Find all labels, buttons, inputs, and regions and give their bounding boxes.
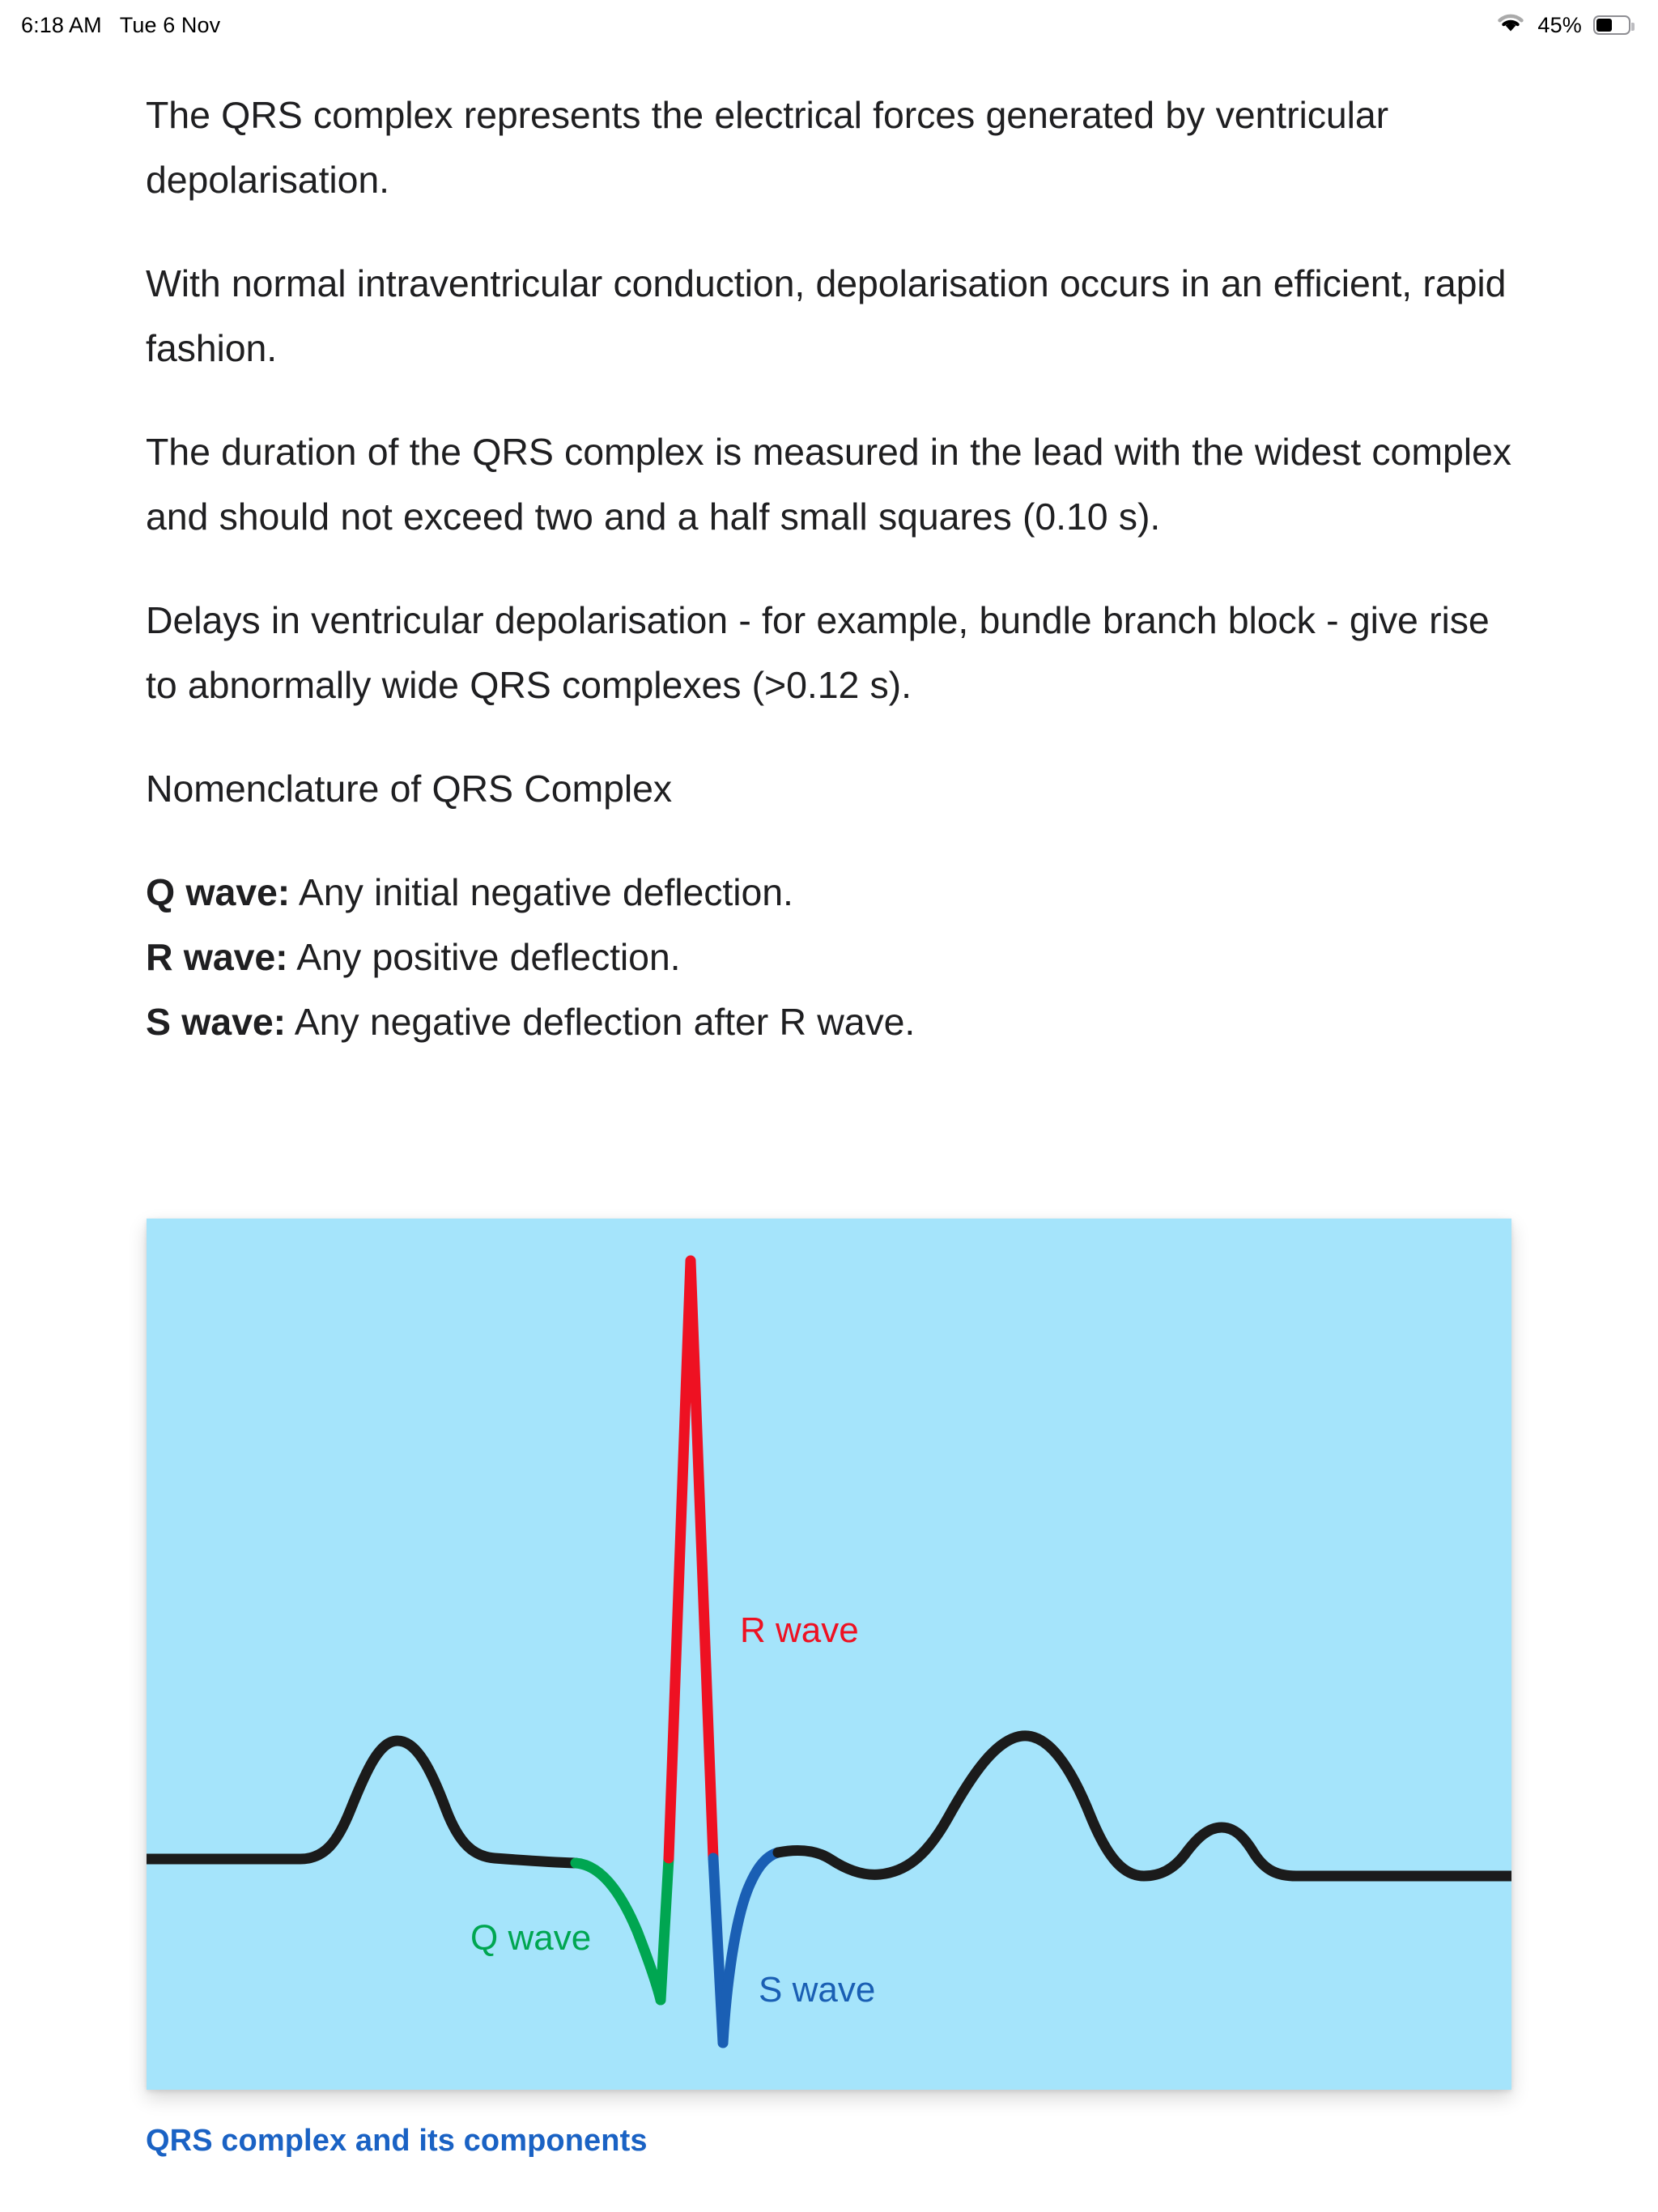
paragraph-4: Delays in ventricular depolarisation - for example, bundle branch block - give rise to abnormally wide QRS complexes (>0.12 s).	[146, 599, 1490, 706]
status-bar-right	[1495, 11, 1630, 40]
ecg-trace-q-upstroke	[661, 1858, 669, 2000]
definition-text-s: Any negative deflection after R wave.	[285, 1001, 916, 1043]
definition-text-q: Any initial negative deflection.	[290, 871, 793, 913]
ecg-label-r-wave: R wave	[740, 1610, 859, 1650]
status-bar-left	[21, 13, 220, 38]
ecg-label-q-wave: Q wave	[470, 1918, 592, 1958]
section-heading: Nomenclature of QRS Complex	[146, 768, 673, 810]
paragraph-2: With normal intraventricular conduction, depolarisation occurs in an efficient, rapid fashion.	[146, 262, 1507, 369]
wifi-icon	[1495, 11, 1526, 40]
status-time: 6:18 AM	[21, 12, 102, 37]
definition-s-wave	[146, 989, 1512, 1054]
qrs-definitions-list	[0, 860, 1658, 1054]
paragraph-3: The duration of the QRS complex is measured in the lead with the widest complex and should not exceed two and a half small squares (0.10 s).	[146, 431, 1511, 538]
ecg-trace-baseline-p	[147, 1741, 576, 1863]
definition-r-wave	[146, 925, 1512, 989]
definition-term-q: Q wave:	[146, 871, 291, 913]
battery-percentage: 45%	[1537, 12, 1582, 37]
status-date: Tue 6 Nov	[119, 12, 221, 37]
ecg-diagram	[147, 1219, 1511, 2090]
definition-term-s: S wave:	[146, 1001, 286, 1043]
figure-caption: QRS complex and its components	[146, 2124, 648, 2158]
ecg-trace-r-wave	[669, 1261, 713, 1858]
ecg-label-s-wave: S wave	[759, 1970, 876, 2010]
status-bar	[0, 0, 1658, 50]
ecg-trace-s-upstroke	[723, 1853, 778, 2043]
definition-q-wave	[146, 860, 1512, 925]
definition-term-r: R wave:	[146, 936, 288, 978]
paragraph-1: The QRS complex represents the electrical forces generated by ventricular depolarisation.	[146, 94, 1388, 201]
definition-text-r: Any positive deflection.	[287, 936, 681, 978]
ecg-figure	[147, 1219, 1511, 2090]
ecg-trace-st-t-u	[778, 1736, 1511, 1876]
battery-icon	[1593, 15, 1630, 35]
battery-fill	[1596, 19, 1612, 32]
article-content	[0, 50, 1658, 1054]
